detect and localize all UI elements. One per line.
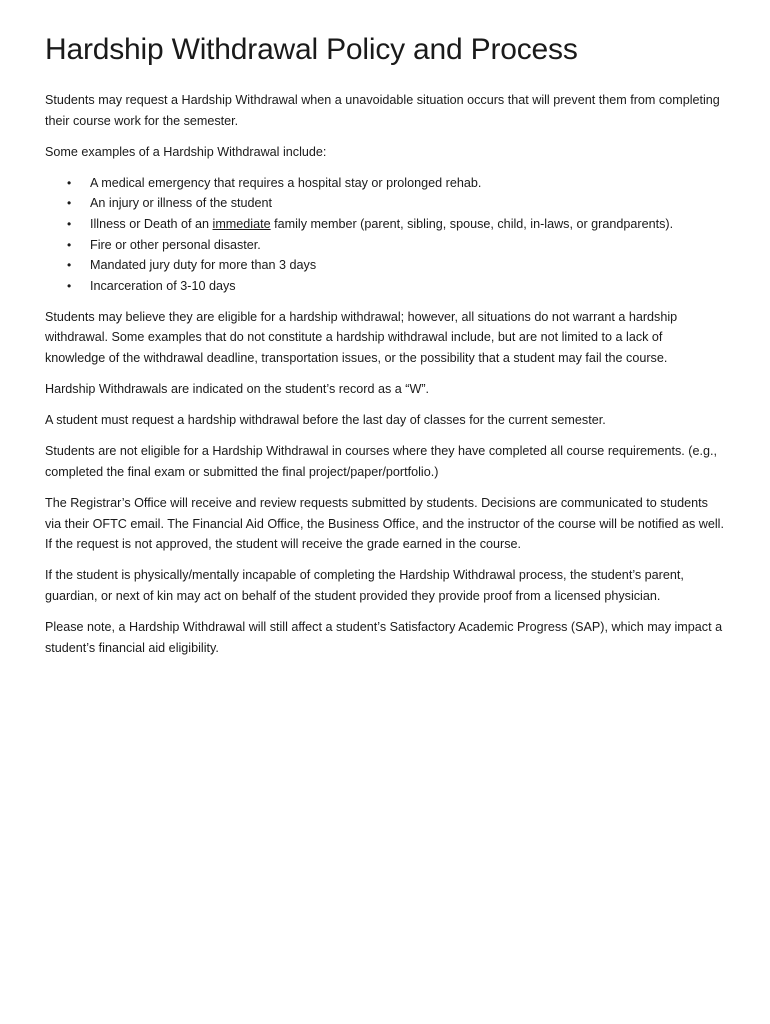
list-item-text: A medical emergency that requires a hospital stay or prolonged rehab.: [90, 175, 482, 190]
document-page: [45, 30, 725, 669]
list-item-text: Fire or other personal disaster.: [90, 237, 261, 252]
examples-heading: Some examples of a Hardship Withdrawal include:: [45, 144, 327, 159]
list-item-text-start: Illness or Death of an: [90, 216, 213, 231]
list-item-text: Incarceration of 3-10 days: [90, 278, 236, 293]
incapacity-paragraph: If the student is physically/mentally incapable of completing the Hardship Withdrawal process, the student’s parent, guardian, or next of kin may act on behalf of the student provided they provide proof from a licensed physician.: [45, 568, 684, 603]
list-item: [45, 173, 725, 194]
list-item: [45, 193, 725, 214]
intro-paragraph: Students may request a Hardship Withdrawal when a unavoidable situation occurs that will prevent them from completing their course work for the semester.: [45, 93, 720, 128]
underlined-word: immediate: [212, 216, 271, 231]
page-title: Hardship Withdrawal Policy and Process: [45, 33, 578, 66]
list-item-text: An injury or illness of the student: [90, 196, 273, 211]
bullet-icon: •: [67, 237, 72, 252]
list-item: [45, 255, 725, 276]
list-item-text: Mandated jury duty for more than 3 days: [90, 258, 317, 273]
list-item: [45, 276, 725, 297]
bullet-icon: •: [67, 175, 72, 190]
deadline-paragraph: A student must request a hardship withdrawal before the last day of classes for the current semester.: [45, 413, 606, 428]
bullet-icon: •: [67, 216, 72, 231]
ineligible-situations-paragraph: Students may believe they are eligible for a hardship withdrawal; however, all situations do not warrant a hardship withdrawal. Some examples that do not constitute a hardship withdrawal include, but are not limited to a lack of knowledge of the withdrawal deadline, transportation issues, or the possibility that a student may fail the course.: [45, 309, 678, 366]
sap-note-paragraph: Please note, a Hardship Withdrawal will still affect a student’s Satisfactory Academic Progress (SAP), which may impact a student’s financial aid eligibility.: [45, 619, 723, 655]
review-process-paragraph: The Registrar’s Office will receive and review requests submitted by students. Decisions are communicated to students via their OFTC email. The Financial Aid Office, the Business Office, and the instructor of the course will be notified as well. If the request is not approved, the student will receive the grade earned in the course.: [45, 496, 724, 552]
list-item-text-end: family member (parent, sibling, spouse, child, in-laws, or grandparents).: [270, 216, 674, 231]
bullet-icon: •: [67, 196, 72, 211]
bullet-icon: •: [67, 278, 72, 293]
list-item: [45, 214, 725, 235]
bullet-icon: •: [67, 258, 72, 273]
examples-list: [45, 173, 725, 297]
list-item: [45, 235, 725, 256]
record-indicator-paragraph: Hardship Withdrawals are indicated on the student’s record as a “W”.: [45, 382, 430, 397]
list-item-text: [90, 217, 673, 231]
eligibility-paragraph: Students are not eligible for a Hardship Withdrawal in courses where they have completed all course requirements. (e.g., completed the final exam or submitted the final project/paper/portfolio.): [45, 444, 718, 479]
